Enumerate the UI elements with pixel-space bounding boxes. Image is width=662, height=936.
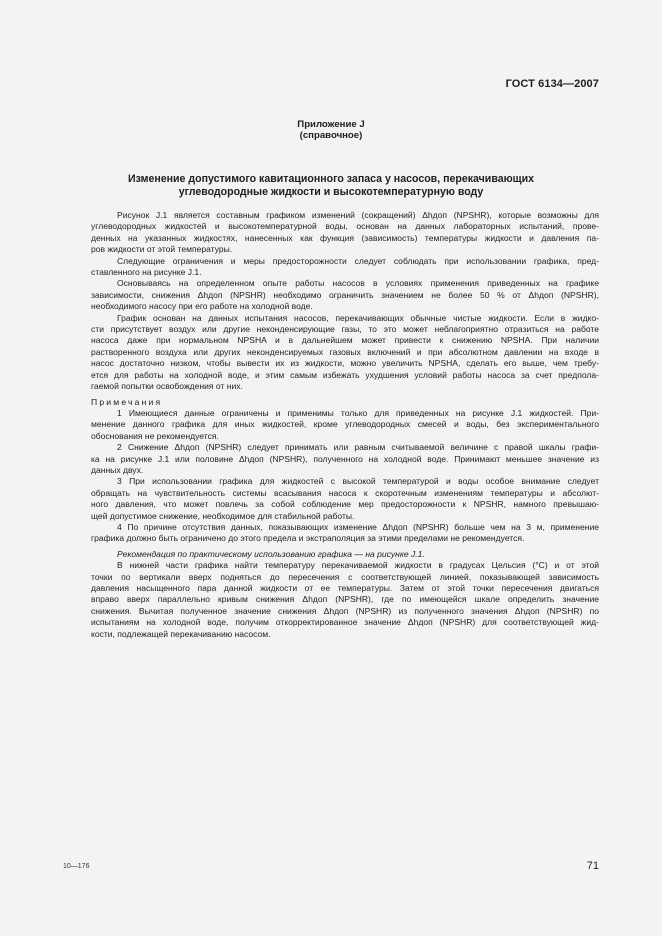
body-line: Примечания [91,396,163,407]
body-line: насос достаточно низком, чтобы вывести их из жидкости, можно увеличить NPSHA, сделать его выше, чем требу- [91,358,599,369]
body-line: насоса даже при нормальном NPSHA и в дальнейшем может привести к снижению NPSHA. При наличии [91,335,599,346]
body-line: 1 Имеющиеся данные ограничены и применимы только для приведенных на рисунке J.1 жидкостей. При- [117,407,599,418]
body-line: ного давления, что может повлечь за собой соблюдение мер предосторожности к NPSHR, намного превышаю- [91,499,599,510]
body-line: вправо вверх параллельно кривым снижения Δhдоп (NPSHR), где по имеющейся шкале определить значение [91,594,599,605]
body-line: ставленного на рисунке J.1. [91,267,202,278]
body-line: ров жидкости от этой температуры. [91,244,233,255]
body-line: В нижней части графика найти температуру перекачиваемой жидкости в градусах Цельсия (°С) и от этой [117,560,599,571]
body-line: График основан на данных испытания насосов, перекачивающих обычные чистые жидкости. Если в жидко- [117,312,599,323]
body-line: точки по вертикали вверх подняться до пересечения с соответствующей линией, показывающей зависимость [91,571,599,582]
body-line: гаемой попытки освобождения от них. [91,381,243,392]
body-line: Основываясь на определенном опыте работы насосов в условиях применения приведенных на графике [117,278,599,289]
body-line: графика должно быть ограничено до этого предела и экстраполяция за этими пределами не рекомендуется. [91,533,525,544]
annex-heading [0,119,662,141]
body-line: углеводородных жидкостей и высокотемпературной воды, основан на данных лабораторных испытаний, прове- [91,221,599,232]
body-line: испытаниям на холодной воде, получим откорректированное значение Δhдоп (NPSHR) для соответствующей жид- [91,617,599,628]
body-line: ется для работы на холодной воде, и этим самым избежать ухудшения условий работы насоса за счет предполa- [91,369,599,380]
section-title-line-2: углеводородные жидкости и высокотемпературную воду [178,186,484,198]
section-title-line-1: Изменение допустимого кавитационного запаса у насосов, перекачивающих [128,173,534,185]
body-line: зависимости, снижения Δhдоп (NPSHR) необходимо ограничить значением не более 50 % от Δhдоп (NPSHR), [91,289,599,300]
body-line: Следующие ограничения и меры предосторожности следует соблюдать при использовании графика, пред- [117,255,599,266]
body-line: 3 При использовании графика для жидкостей с высокой температурой и воды особое внимание следует [117,476,599,487]
body-line: необходимого насосу при его работе на холодной воде. [91,301,313,312]
body-line: данных двух. [91,464,144,475]
body-text [91,210,599,640]
body-line: растворенного воздуха или других неконденсируемых газовых включений и при абсолютном давлении на входе в [91,346,599,357]
body-line: сти присутствует воздух или другие неконденсирующие газы, то это может неблагоприятно отразиться на работе [91,324,599,335]
page-number: 71 [586,860,599,872]
body-line: кости, подлежащей перекачиванию насосом. [91,628,271,639]
body-line: давления насыщенного пара данной жидкости от ее температуры. Затем от этой точки пересечения двигаться [91,583,599,593]
body-line: щей допустимое снижение, необходимое для стабильной работы. [91,510,355,521]
body-line: менение данного графика для иных жидкостей, кроме углеводородных смесей и воды, без экспериментального [91,419,599,430]
section-title [0,173,662,199]
standard-number: ГОСТ 6134—2007 [505,78,599,90]
body-line: Рисунок J.1 является составным графиком изменений (сокращений) Δhдоп (NPSHR), которые возможны для [117,210,599,220]
footer-sheet-code: 10—176 [63,863,90,870]
annex-type: (справочное) [299,130,363,141]
body-line: Рекомендация по практическому использованию графика — на рисунке J.1. [117,548,425,559]
body-line: 4 По причине отсутствия данных, показывающих изменение Δhдоп (NPSHR) больше чем на 3 м, применение [117,521,599,532]
body-line: 2 Снижение Δhдоп (NPSHR) следует принимать или равным считываемой величине с правой шкалы графи- [117,442,599,453]
body-line: снижения. Вычитая полученное значение снижения Δhдоп (NPSHR) из полученного значения Δhдоп (NPSHR) по [91,605,599,616]
body-line: обоснования не рекомендуется. [91,430,219,441]
body-line: обращать на чувствительность системы всасывания насоса к скоротечным изменениям температуры и абсолют- [91,487,599,498]
body-line: ка на рисунке J.1 или половине Δhдоп (NPSHR), полученного на холодной воде. Принимают меньшее значение из [91,453,599,464]
annex-title: Приложение J [297,119,365,130]
body-line: денных на указанных жидкостях, нанесенных как функция (зависимость) температуры жидкости и давления па- [91,232,599,243]
